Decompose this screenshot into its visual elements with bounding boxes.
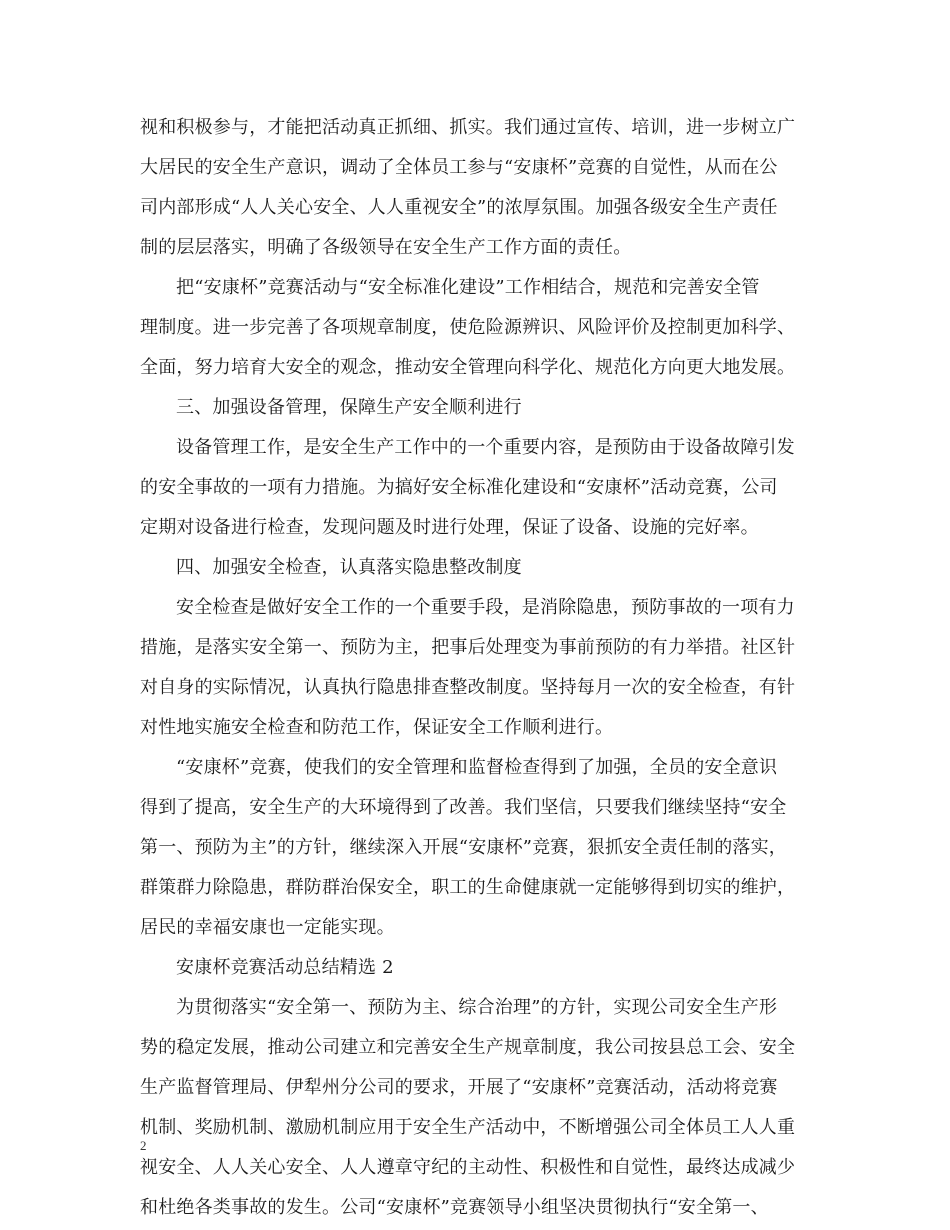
text-line: 视安全、人人关心安全、人人遵章守纪的主动性、积极性和自觉性，最终达成减少 xyxy=(140,1157,796,1178)
text-line: 居民的幸福安康也一定能实现。 xyxy=(140,917,395,938)
text-line: 定期对设备进行检查，发现问题及时进行处理，保证了设备、设施的完好率。 xyxy=(140,517,759,538)
text-line: 大居民的安全生产意识，调动了全体员工参与“安康杯”竞赛的自觉性，从而在公 xyxy=(140,157,778,178)
page-number: 2 xyxy=(140,1138,147,1153)
text-line: 视和积极参与，才能把活动真正抓细、抓实。我们通过宣传、培训，进一步树立广 xyxy=(140,117,796,138)
text-line: 第一、预防为主”的方针，继续深入开展“安康杯”竞赛，狠抓安全责任制的落实， xyxy=(140,837,788,858)
text-line: 把“安康杯”竞赛活动与“安全标准化建设”工作相结合，规范和完善安全管 xyxy=(176,277,760,298)
text-line: 和杜绝各类事故的发生。公司“安康杯”竞赛领导小组坚决贯彻执行“安全第一、 xyxy=(140,1197,769,1218)
text-line: 群策群力除隐患，群防群治保安全，职工的生命健康就一定能够得到切实的维护， xyxy=(140,877,796,898)
text-line: 制的层层落实，明确了各级领导在安全生产工作方面的责任。 xyxy=(140,237,632,258)
text-line: 三、加强设备管理，保障生产安全顺利进行 xyxy=(176,397,522,418)
text-line: 势的稳定发展，推动公司建立和完善安全生产规章制度，我公司按县总工会、安全 xyxy=(140,1037,796,1058)
text-line: 的安全事故的一项有力措施。为搞好安全标准化建设和“安康杯”活动竞赛，公司 xyxy=(140,477,778,498)
text-line: 得到了提高，安全生产的大环境得到了改善。我们坚信，只要我们继续坚持“安全 xyxy=(140,797,787,818)
text-line: 司内部形成“人人关心安全、人人重视安全”的浓厚氛围。加强各级安全生产责任 xyxy=(140,197,778,218)
text-line: 安全检查是做好安全工作的一个重要手段，是消除隐患，预防事故的一项有力 xyxy=(176,597,795,618)
text-line: 机制、奖励机制、激励机制应用于安全生产活动中，不断增强公司全体员工人人重 xyxy=(140,1117,796,1138)
text-line: 设备管理工作，是安全生产工作中的一个重要内容，是预防由于设备故障引发 xyxy=(176,437,795,458)
text-line: 安康杯竞赛活动总结精选 2 xyxy=(176,957,394,978)
text-line: 四、加强安全检查，认真落实隐患整改制度 xyxy=(176,557,522,578)
text-line: 全面，努力培育大安全的观念，推动安全管理向科学化、规范化方向更大地发展。 xyxy=(140,357,796,378)
text-line: 措施，是落实安全第一、预防为主，把事后处理变为事前预防的有力举措。社区针 xyxy=(140,637,796,658)
text-line: 生产监督管理局、伊犁州分公司的要求，开展了“安康杯”竞赛活动，活动将竞赛 xyxy=(140,1077,778,1098)
text-line: 对自身的实际情况，认真执行隐患排查整改制度。坚持每月一次的安全检查，有针 xyxy=(140,677,796,698)
document-body xyxy=(140,108,822,1228)
text-line: 为贯彻落实“安全第一、预防为主、综合治理”的方针，实现公司安全生产形 xyxy=(176,997,778,1018)
text-line: “安康杯”竞赛，使我们的安全管理和监督检查得到了加强，全员的安全意识 xyxy=(176,757,778,778)
text-line: 理制度。进一步完善了各项规章制度，使危险源辨识、风险评价及控制更加科学、 xyxy=(140,317,796,338)
text-line: 对性地实施安全检查和防范工作，保证安全工作顺利进行。 xyxy=(140,717,614,738)
